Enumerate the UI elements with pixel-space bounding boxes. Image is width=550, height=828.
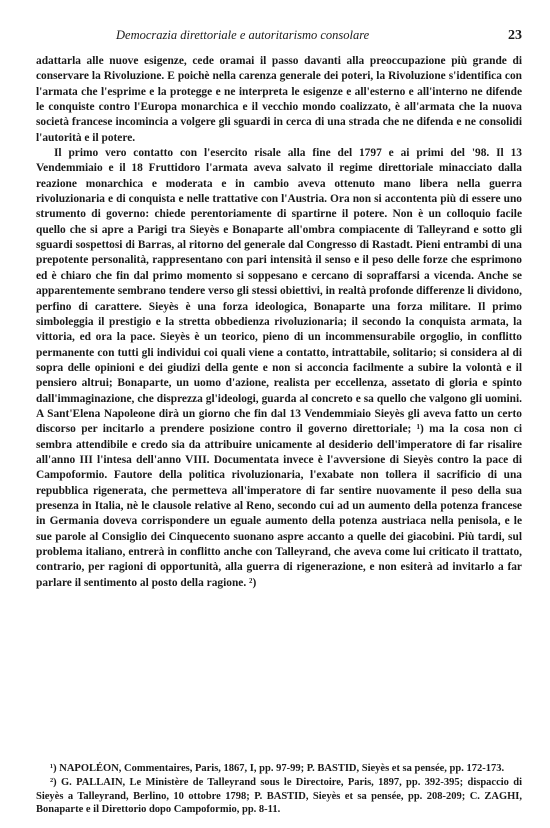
footnotes: [36, 762, 522, 817]
paragraph-continuation: adattarla alle nuove esigenze, cede oramai il passo davanti alla preoccupazione più grande di conservare la Rivoluzione. E poichè nella carenza generale dei poteri, la Rivoluzione s'identifica con l'armata che l'esprime e la protegge e ne interpreta le esigenze e all'esterno e all'interno ne difende le conquiste contro l'Europa monarchica e il vecchio mondo coalizzato, è all'armata che la nuova società francese incomincia a volgere gli sguardi in cerca di una strada che ne difenda e ne consolidi l'autorità e il potere.: [36, 55, 522, 144]
footnote-2: ²) G. PALLAIN, Le Ministère de Talleyrand sous le Directoire, Paris, 1897, pp. 392-395; dispaccio di Sieyès a Talleyrand, Berlino, 10 ottobre 1798; P. BASTID, Sieyès et sa pensée, pp. 208-209; C. ZAGHI, Bonaparte e il Direttorio dopo Campoformio, pp. 8-11.: [36, 777, 522, 816]
running-header: [36, 28, 522, 44]
paragraph-main: Il primo vero contatto con l'esercito risale alla fine del 1797 e ai primi del '98. Il 13 Vendemmiaio e il 18 Fruttidoro l'armata aveva salvato il regime direttoriale minacciato dalla reazione monarchica e moderata e in cambio aveva ottenuto mano libera nella guerra rivoluzionaria e di conquista e nelle trattative con l'Austria. Ora non si accontenta più di essere uno strumento di governo: chiede perentoriamente di spartirne il potere. Non è un colloquio facile quello che si apre a Parigi tra Sieyès e Bonaparte all'ombra compiacente di Talleyrand e sotto gli sguardi sospettosi di Barras, al ritorno del generale dal Congresso di Rastadt. Pieni entrambi di una prepotente personalità, rappresentano con pari intensità il senso e il peso delle forze che esprimono ed è chiaro che fin dal primo momento si soppesano e cercano di sopraffarsi a vicenda. Anche se apparentemente sembrano tendere verso gli stessi obiettivi, in realtà profonde differenze li dividono, perfino di carattere. Sieyès è una forza ideologica, Bonaparte una forza militare. Il primo simboleggia il prestigio e la stretta obbedienza rivoluzionaria; il secondo la conquista armata, la vittoria, ed ora la pace. Sieyès è un teorico, pieno di un incommensurabile orgoglio, in conflitto permanente con tutti gli individui coi quali viene a contatto, intrattabile, solitario; si considera al di sopra delle opinioni e dei giudizi della gente e non si acconcia facilmente a subire la volontà e il pensiero altrui; Bonaparte, un uomo d'azione, realista per eccellenza, assetato di gloria e spinto dall'immaginazione, che disprezza gl'ideologi, guarda al concreto e sa quello che valgono gli uomini. A Sant'Elena Napoleone dirà un giorno che fin dal 13 Vendemmiaio Sieyès gli aveva fatto un certo discorso per incitarlo a prendere posizione contro il governo direttoriale; ¹) ma la cosa non ci sembra attendibile e credo sia da attribuire unicamente al desiderio dell'imperatore di far risalire all'anno III l'intesa dell'anno VIII. Documentata invece è l'avversione di Sieyès contro la pace di Campoformio. Fautore della politica rivoluzionaria, l'exabate non tollera il sacrificio di una repubblica rigenerata, che permetteva all'imperatore di far sentire nuovamente il peso della sua presenza in Italia, nè le clausole relative al Reno, secondo cui ad un aumento della potenza francese in Germania doveva corrispondere un eguale aumento della potenza austriaca nella penisola, e le sue parole al Consiglio dei Cinquecento suonano aspre accanto a quelle dei giacobini. Più tardi, sul problema italiano, entrerà in conflitto anche con Talleyrand, che aveva come lui criticato il trattato, contrario, per ragioni di opportunità, alla guerra di rigenerazione, e non esiterà ad invitarlo a far parlare il sentimento al posto della ragione. ²): [36, 147, 522, 589]
footnote-1: ¹) NAPOLÉON, Commentaires, Paris, 1867, I, pp. 97-99; P. BASTID, Sieyès et sa pensée, pp. 172-173.: [50, 763, 505, 774]
body-text: [36, 54, 522, 591]
page-number: 23: [508, 28, 522, 43]
running-title: Democrazia direttoriale e autoritarismo consolare: [116, 28, 370, 42]
